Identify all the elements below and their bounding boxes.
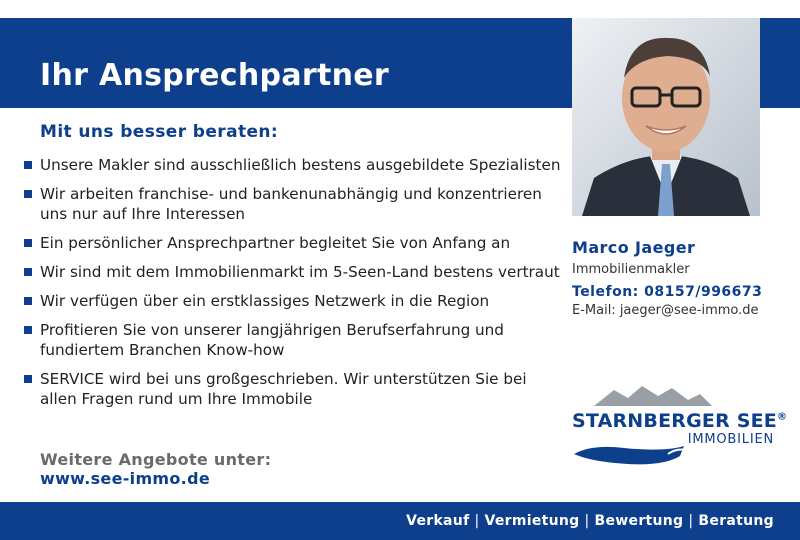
separator: | bbox=[584, 513, 590, 529]
list-item-text: Wir arbeiten franchise- und bankenunabhängig und konzentrieren uns nur auf Ihre Interessen bbox=[40, 185, 542, 223]
square-bullet-icon bbox=[24, 239, 32, 247]
service-rental: Vermietung bbox=[484, 513, 580, 529]
list-item bbox=[24, 262, 564, 282]
list-item-text: Unsere Makler sind ausschließlich bestens ausgebildete Spezialisten bbox=[40, 156, 561, 174]
separator: | bbox=[474, 513, 480, 529]
square-bullet-icon bbox=[24, 268, 32, 276]
list-item bbox=[24, 233, 564, 253]
square-bullet-icon bbox=[24, 161, 32, 169]
square-bullet-icon bbox=[24, 375, 32, 383]
square-bullet-icon bbox=[24, 297, 32, 305]
square-bullet-icon bbox=[24, 326, 32, 334]
portrait-photo bbox=[572, 18, 760, 216]
list-item bbox=[24, 320, 564, 360]
logo-subtitle: IMMOBILIEN bbox=[687, 432, 774, 447]
website-link[interactable]: www.see-immo.de bbox=[40, 469, 210, 488]
page-title: Ihr Ansprechpartner bbox=[40, 58, 390, 93]
contact-role: Immobilienmakler bbox=[572, 262, 690, 277]
list-item-text: Profitieren Sie von unserer langjährigen Berufserfahrung und fundiertem Branchen Know-how bbox=[40, 321, 504, 359]
section-subtitle: Mit uns besser beraten: bbox=[40, 122, 279, 142]
service-sale: Verkauf bbox=[406, 513, 470, 529]
contact-name: Marco Jaeger bbox=[572, 238, 696, 257]
benefits-list bbox=[24, 155, 564, 418]
list-item-text: Wir sind mit dem Immobilienmarkt im 5-Seen-Land bestens vertraut bbox=[40, 263, 560, 281]
services-list bbox=[406, 513, 774, 529]
contact-phone[interactable]: Telefon: 08157/996673 bbox=[572, 284, 763, 300]
list-item bbox=[24, 291, 564, 311]
more-offers-label: Weitere Angebote unter: bbox=[40, 450, 272, 469]
logo-wordmark: STARNBERGER SEE® bbox=[572, 410, 788, 432]
service-valuation: Bewertung bbox=[594, 513, 684, 529]
contact-email[interactable]: E-Mail: jaeger@see-immo.de bbox=[572, 303, 759, 318]
list-item-text: Wir verfügen über ein erstklassiges Netzwerk in die Region bbox=[40, 292, 490, 310]
footer-band bbox=[0, 502, 800, 540]
separator: | bbox=[688, 513, 694, 529]
list-item bbox=[24, 155, 564, 175]
contact-photo bbox=[572, 18, 760, 216]
list-item-text: SERVICE wird bei uns großgeschrieben. Wir unterstützen Sie bei allen Fragen rund um Ihre Immobile bbox=[40, 370, 527, 408]
list-item bbox=[24, 184, 564, 224]
service-consulting: Beratung bbox=[698, 513, 774, 529]
list-item bbox=[24, 369, 564, 409]
list-item-text: Ein persönlicher Ansprechpartner begleitet Sie von Anfang an bbox=[40, 234, 511, 252]
company-logo bbox=[572, 382, 788, 472]
contact-card bbox=[572, 238, 792, 318]
square-bullet-icon bbox=[24, 190, 32, 198]
registered-mark: ® bbox=[776, 411, 788, 423]
